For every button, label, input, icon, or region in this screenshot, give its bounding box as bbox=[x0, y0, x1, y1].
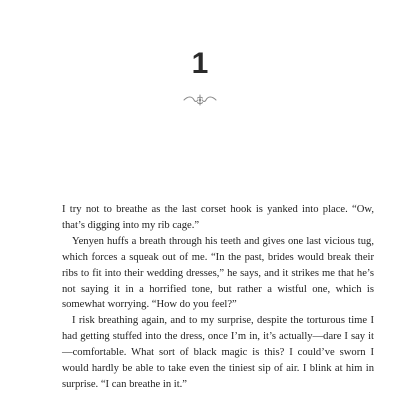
paragraph-1: I try not to breathe as the last corset hook is yanked into place. “Ow, that’s digging into my rib cage.” bbox=[62, 204, 374, 231]
decorative-flourish-icon bbox=[182, 93, 218, 107]
body-text bbox=[62, 202, 374, 393]
chapter-number: 1 bbox=[191, 47, 209, 80]
paragraph-3: I risk breathing again, and to my surprise, despite the torturous time I had getting stuffed into the dress, once I’m in, it’s actually—dare I say it—comfortable. What sort of black magic is this? I could’ve sworn I would hardly be able to take even the tiniest sip of air. I blink at him in surprise. “I can breathe in it.” bbox=[62, 315, 374, 390]
paragraph-2: Yenyen huffs a breath through his teeth and gives one last vicious tug, which forces a squeak out of me. “In the past, brides would break their ribs to fit into their wedding dresses,” he says, and it strikes me that he’s not saying it in a horrified tone, but rather a wistful one, which is somewhat worrying. “How do you feel?” bbox=[62, 235, 374, 311]
